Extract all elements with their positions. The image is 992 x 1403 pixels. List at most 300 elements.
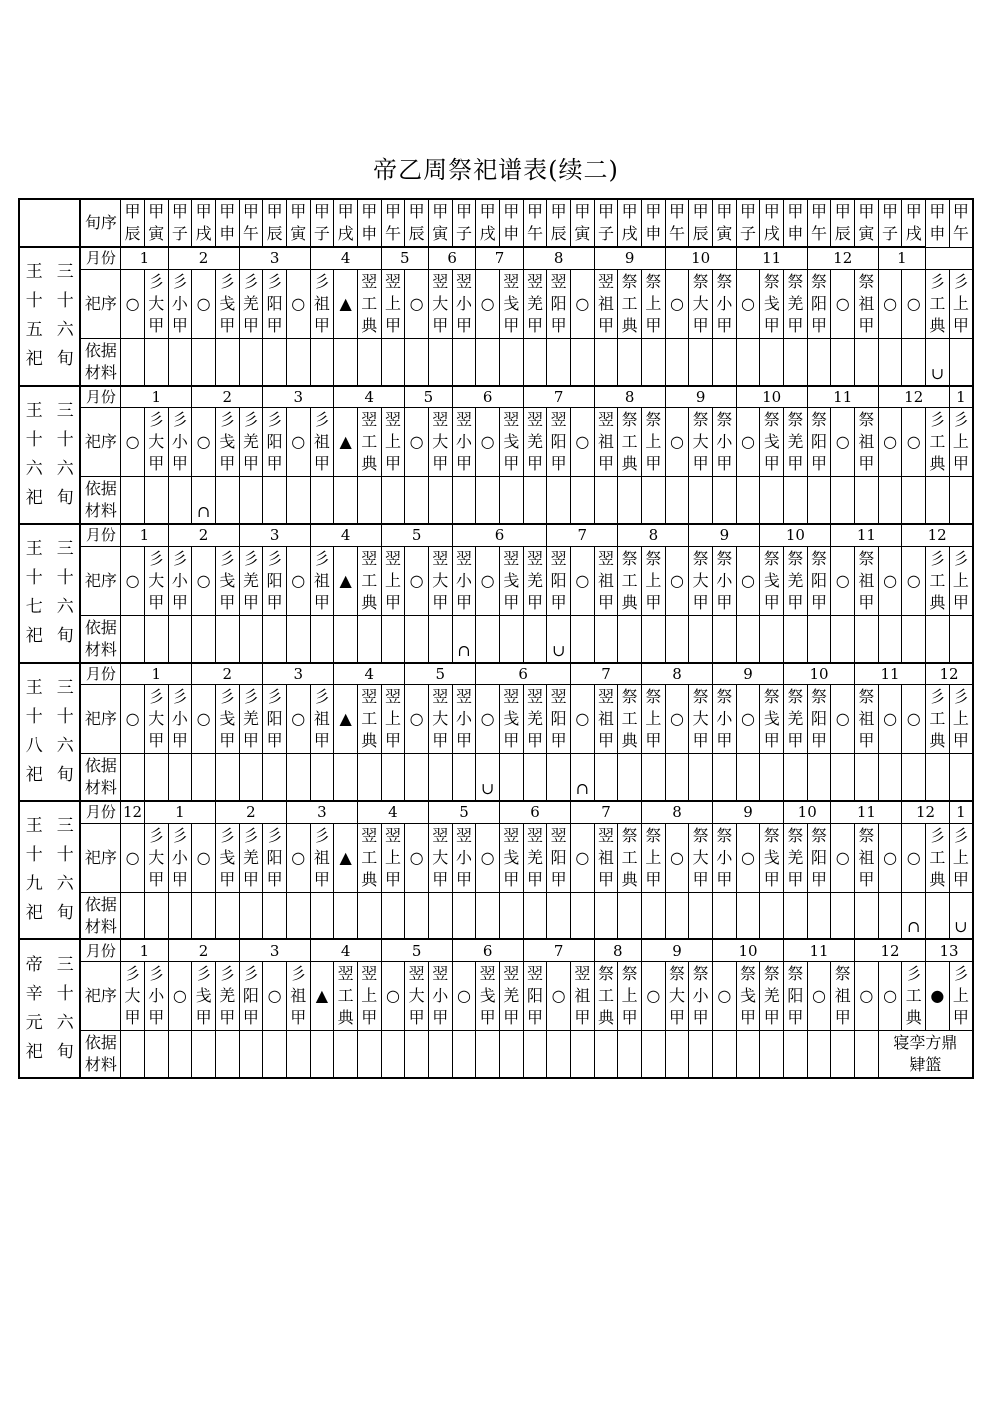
order-cell: 彡 戋 甲	[215, 685, 239, 754]
basis-cell	[310, 615, 334, 662]
order-cell: ○	[831, 823, 855, 892]
basis-cell	[949, 754, 973, 801]
month-cell: 10	[784, 801, 831, 823]
order-cell: 祭 祖 甲	[831, 961, 855, 1030]
order-cell: ○	[831, 269, 855, 338]
order-cell: ○	[381, 961, 405, 1030]
month-cell: 6	[452, 939, 523, 961]
basis-cell	[523, 754, 547, 801]
month-cell: 9	[713, 663, 784, 685]
xunxu-cell: 甲 午	[807, 199, 831, 247]
month-cell: 1	[949, 386, 973, 408]
order-cell: 祭 戋 甲	[760, 685, 784, 754]
month-cell: 6	[452, 524, 547, 546]
basis-cell	[902, 338, 926, 385]
basis-cell	[831, 338, 855, 385]
order-cell: ○	[121, 269, 145, 338]
order-cell: 翌 工 典	[357, 546, 381, 615]
xunxu-cell: 甲 戌	[902, 199, 926, 247]
basis-cell	[713, 892, 737, 939]
order-cell: 翌 工 典	[357, 685, 381, 754]
basis-cell	[452, 754, 476, 801]
basis-cell	[121, 754, 145, 801]
month-cell: 5	[381, 247, 428, 269]
basis-cell	[405, 477, 429, 524]
basis-cell	[263, 477, 287, 524]
order-cell: 祭 大 甲	[689, 823, 713, 892]
basis-cell	[736, 892, 760, 939]
king-char: 王	[25, 539, 43, 560]
order-cell: 祭 羌 甲	[784, 685, 808, 754]
king-char: 辛	[25, 983, 43, 1004]
order-cell: 翌 工 典	[357, 823, 381, 892]
basis-cell	[547, 892, 571, 939]
basis-cell	[476, 1031, 500, 1078]
order-cell: 祭 祖 甲	[855, 546, 879, 615]
basis-cell	[807, 1031, 831, 1078]
cycle-char: 六	[56, 1012, 74, 1033]
order-cell: ○	[570, 685, 594, 754]
basis-cell	[523, 892, 547, 939]
basis-cell	[192, 892, 216, 939]
basis-cell	[665, 1031, 689, 1078]
basis-cell	[736, 754, 760, 801]
basis-cell	[168, 477, 192, 524]
order-cell: ○	[476, 546, 500, 615]
king-year-label	[19, 663, 80, 801]
order-cell: 彡 祖 甲	[310, 685, 334, 754]
order-cell: ○	[192, 546, 216, 615]
order-cell: 彡 阳 甲	[263, 408, 287, 477]
month-cell: 10	[736, 386, 807, 408]
basis-cell	[642, 615, 666, 662]
xunxu-cell: 甲 申	[926, 199, 950, 247]
month-cell: 11	[784, 939, 855, 961]
order-cell: ○	[452, 961, 476, 1030]
basis-cell	[192, 338, 216, 385]
basis-cell	[736, 338, 760, 385]
basis-cell	[381, 892, 405, 939]
xunxu-cell: 甲 寅	[286, 199, 310, 247]
order-cell: 翌 工 典	[334, 961, 358, 1030]
basis-cell	[594, 1031, 618, 1078]
basis-cell	[405, 754, 429, 801]
order-cell: 翌 上 甲	[381, 685, 405, 754]
xunxu-cell: 甲 子	[594, 199, 618, 247]
xunxu-cell: 甲 辰	[263, 199, 287, 247]
order-cell: 祭 大 甲	[689, 408, 713, 477]
month-cell: 7	[523, 939, 594, 961]
basis-label: 依据 材料	[80, 754, 120, 801]
month-cell: 12	[902, 524, 973, 546]
month-label: 月份	[80, 801, 120, 823]
order-cell: ○	[476, 269, 500, 338]
order-cell: 彡 大 甲	[144, 546, 168, 615]
order-cell: 祭 阳 甲	[807, 685, 831, 754]
order-cell: ○	[878, 685, 902, 754]
order-cell: 翌 阳 甲	[523, 961, 547, 1030]
basis-cell	[736, 615, 760, 662]
order-cell: 翌 祖 甲	[594, 546, 618, 615]
basis-cell	[594, 338, 618, 385]
basis-cell	[713, 338, 737, 385]
month-cell: 5	[381, 524, 452, 546]
order-cell: ○	[121, 685, 145, 754]
order-cell: ▲	[334, 269, 358, 338]
order-cell: 翌 戋 甲	[499, 823, 523, 892]
cycle-char: 十	[56, 706, 74, 727]
cycle-char: 三	[56, 816, 74, 837]
month-cell: 3	[239, 524, 310, 546]
cycle-char: 旬	[56, 903, 74, 924]
basis-cell	[334, 892, 358, 939]
xunxu-cell: 甲 申	[357, 199, 381, 247]
basis-cell	[831, 477, 855, 524]
basis-cell	[239, 754, 263, 801]
month-cell: 1	[121, 663, 192, 685]
order-cell: 祭 上 甲	[618, 961, 642, 1030]
order-cell: 彡 羌 甲	[239, 408, 263, 477]
basis-cell	[523, 615, 547, 662]
month-cell: 11	[736, 247, 807, 269]
order-cell: 彡 小 甲	[168, 408, 192, 477]
order-cell: 翌 羌 甲	[523, 685, 547, 754]
month-cell: 1	[878, 247, 925, 269]
order-cell: 彡 戋 甲	[215, 546, 239, 615]
order-cell: 翌 祖 甲	[594, 823, 618, 892]
order-label: 祀序	[80, 823, 120, 892]
basis-cell	[263, 892, 287, 939]
order-cell: ○	[902, 546, 926, 615]
basis-cell	[144, 615, 168, 662]
order-cell: 翌 大 甲	[428, 823, 452, 892]
basis-label: 依据 材料	[80, 477, 120, 524]
king-year-label	[19, 801, 80, 939]
month-cell: 9	[713, 801, 784, 823]
month-label: 月份	[80, 386, 120, 408]
month-cell: 12	[121, 801, 145, 823]
basis-cell	[357, 338, 381, 385]
order-cell: 祭 羌 甲	[760, 961, 784, 1030]
order-cell: ○	[665, 269, 689, 338]
basis-cell	[310, 1031, 334, 1078]
king-char: 祀	[25, 487, 43, 508]
order-label: 祀序	[80, 685, 120, 754]
order-cell: ▲	[334, 823, 358, 892]
month-cell: 8	[618, 524, 689, 546]
month-cell: 4	[334, 386, 405, 408]
basis-cell	[334, 754, 358, 801]
order-cell: ○	[121, 408, 145, 477]
basis-cell	[239, 892, 263, 939]
order-cell: ▲	[334, 546, 358, 615]
order-cell: 翌 戋 甲	[476, 961, 500, 1030]
cycle-char: 六	[56, 597, 74, 618]
order-cell: ○	[405, 408, 429, 477]
basis-label: 依据 材料	[80, 615, 120, 662]
basis-cell	[689, 615, 713, 662]
order-cell: ○	[878, 546, 902, 615]
king-char: 十	[25, 706, 43, 727]
order-cell: 祭 阳 甲	[784, 961, 808, 1030]
basis-cell	[760, 338, 784, 385]
basis-cell	[689, 1031, 713, 1078]
basis-cell	[570, 615, 594, 662]
xunxu-cell: 甲 午	[665, 199, 689, 247]
order-cell: 祭 小 甲	[713, 408, 737, 477]
order-cell: 翌 戋 甲	[499, 685, 523, 754]
cycle-char: 三	[56, 677, 74, 698]
basis-cell	[831, 1031, 855, 1078]
month-cell: 3	[286, 801, 357, 823]
basis-cell	[878, 615, 902, 662]
order-cell: 彡 小 甲	[168, 685, 192, 754]
basis-cell	[499, 338, 523, 385]
month-cell: 1	[121, 386, 192, 408]
header-label: 旬序	[80, 199, 120, 247]
order-cell: 翌 羌 甲	[523, 408, 547, 477]
month-cell: 9	[594, 247, 665, 269]
basis-cell	[428, 892, 452, 939]
order-cell: 祭 祖 甲	[855, 685, 879, 754]
order-cell: 翌 阳 甲	[547, 546, 571, 615]
order-cell: ●	[926, 961, 950, 1030]
basis-cell	[665, 477, 689, 524]
order-cell: 祭 工 典	[618, 823, 642, 892]
month-cell: 1	[121, 939, 168, 961]
basis-cell	[926, 477, 950, 524]
order-cell: 翌 大 甲	[428, 269, 452, 338]
cycle-char: 六	[56, 458, 74, 479]
xunxu-cell: 甲 寅	[570, 199, 594, 247]
order-cell: 彡 上 甲	[949, 269, 973, 338]
order-cell: 翌 羌 甲	[523, 269, 547, 338]
basis-cell	[736, 1031, 760, 1078]
basis-label: 依据 材料	[80, 1031, 120, 1078]
basis-cell	[713, 477, 737, 524]
basis-cell	[831, 892, 855, 939]
basis-cell	[855, 892, 879, 939]
basis-cell	[523, 477, 547, 524]
order-cell: 祭 大 甲	[689, 546, 713, 615]
month-cell: 1	[121, 247, 168, 269]
order-cell: 彡 祖 甲	[310, 408, 334, 477]
king-char: 六	[25, 458, 43, 479]
basis-cell	[547, 1031, 571, 1078]
month-cell: 2	[168, 524, 239, 546]
order-cell: 翌 工 典	[357, 269, 381, 338]
basis-cell	[334, 338, 358, 385]
order-cell: 翌 大 甲	[428, 546, 452, 615]
order-cell: ○	[405, 823, 429, 892]
page-title: 帝乙周祭祀谱表(续二)	[373, 156, 619, 184]
basis-cell	[926, 615, 950, 662]
order-cell: 翌 阳 甲	[547, 823, 571, 892]
month-cell: 10	[760, 524, 831, 546]
order-cell: 彡 阳 甲	[263, 823, 287, 892]
order-cell: 祭 戋 甲	[760, 408, 784, 477]
basis-cell	[665, 338, 689, 385]
order-cell: ○	[547, 961, 571, 1030]
order-cell: 祭 戋 甲	[760, 823, 784, 892]
order-cell: 彡 工 典	[902, 961, 926, 1030]
month-cell: 12	[926, 663, 973, 685]
month-cell: 6	[428, 247, 475, 269]
order-cell: ○	[192, 269, 216, 338]
order-cell: ○	[902, 269, 926, 338]
xunxu-cell: 甲 申	[499, 199, 523, 247]
basis-cell	[855, 477, 879, 524]
month-cell: 10	[713, 939, 784, 961]
xunxu-cell: 甲 申	[642, 199, 666, 247]
xunxu-cell: 甲 戌	[334, 199, 358, 247]
order-cell: 祭 大 甲	[689, 269, 713, 338]
xunxu-cell: 甲 寅	[428, 199, 452, 247]
month-cell: 3	[239, 247, 310, 269]
basis-note: 寝孪方鼎 肄篮	[878, 1031, 973, 1078]
basis-cell	[665, 754, 689, 801]
order-cell: 祭 羌 甲	[784, 546, 808, 615]
order-cell: ○	[121, 546, 145, 615]
basis-cell	[784, 1031, 808, 1078]
basis-cell	[949, 477, 973, 524]
basis-cell	[168, 754, 192, 801]
month-cell: 9	[689, 524, 760, 546]
basis-cell	[760, 1031, 784, 1078]
order-cell: 翌 阳 甲	[547, 685, 571, 754]
xunxu-cell: 甲 辰	[831, 199, 855, 247]
xunxu-cell: 甲 午	[523, 199, 547, 247]
order-cell: ○	[570, 408, 594, 477]
basis-cell	[736, 477, 760, 524]
order-cell: 翌 祖 甲	[594, 685, 618, 754]
basis-cell	[523, 1031, 547, 1078]
basis-cell	[760, 615, 784, 662]
order-cell: ▲	[334, 685, 358, 754]
month-cell: 12	[855, 939, 926, 961]
order-cell: 翌 上 甲	[381, 269, 405, 338]
basis-cell	[665, 892, 689, 939]
basis-cell	[144, 892, 168, 939]
order-cell: 翌 小 甲	[452, 408, 476, 477]
month-cell: 10	[784, 663, 855, 685]
basis-cell	[878, 338, 902, 385]
basis-cell	[357, 754, 381, 801]
month-cell: 2	[168, 939, 239, 961]
order-cell: 祭 工 典	[618, 269, 642, 338]
basis-cell	[168, 892, 192, 939]
order-cell: ○	[121, 823, 145, 892]
basis-cell	[428, 477, 452, 524]
order-cell: 翌 小 甲	[428, 961, 452, 1030]
xunxu-cell: 甲 子	[168, 199, 192, 247]
order-cell: 祭 工 典	[618, 685, 642, 754]
basis-cell	[310, 338, 334, 385]
order-cell: 彡 大 甲	[121, 961, 145, 1030]
basis-cell	[310, 754, 334, 801]
order-cell: 祭 祖 甲	[855, 269, 879, 338]
order-cell: 彡 工 典	[926, 546, 950, 615]
cycle-char: 旬	[56, 349, 74, 370]
order-cell: ○	[665, 685, 689, 754]
order-cell: 彡 羌 甲	[239, 546, 263, 615]
month-cell: 3	[263, 663, 334, 685]
month-cell: 11	[831, 801, 902, 823]
cycle-char: 十	[56, 291, 74, 312]
xunxu-cell: 甲 子	[736, 199, 760, 247]
order-cell: 祭 大 甲	[665, 961, 689, 1030]
order-cell: 祭 工 典	[618, 546, 642, 615]
king-char: 七	[25, 597, 43, 618]
order-cell: ○	[476, 823, 500, 892]
basis-cell	[618, 477, 642, 524]
basis-cell: ∪	[476, 754, 500, 801]
order-cell: ○	[192, 823, 216, 892]
order-cell: 祭 羌 甲	[784, 408, 808, 477]
basis-cell	[357, 615, 381, 662]
basis-cell	[121, 477, 145, 524]
basis-cell	[168, 338, 192, 385]
order-cell: ○	[665, 546, 689, 615]
basis-cell	[452, 892, 476, 939]
order-cell: 翌 戋 甲	[499, 546, 523, 615]
order-cell: 翌 小 甲	[452, 546, 476, 615]
basis-cell	[263, 338, 287, 385]
order-cell: 彡 羌 甲	[239, 685, 263, 754]
order-cell: ○	[878, 408, 902, 477]
basis-cell	[499, 892, 523, 939]
order-cell: 祭 阳 甲	[807, 408, 831, 477]
order-cell: 彡 小 甲	[168, 823, 192, 892]
order-cell: 彡 戋 甲	[215, 408, 239, 477]
order-cell: 彡 祖 甲	[310, 546, 334, 615]
king-char: 祀	[25, 903, 43, 924]
basis-cell	[570, 892, 594, 939]
order-cell: 彡 戋 甲	[215, 269, 239, 338]
basis-cell	[689, 754, 713, 801]
xunxu-cell: 甲 子	[878, 199, 902, 247]
order-cell: 彡 祖 甲	[286, 961, 310, 1030]
order-cell: 翌 小 甲	[452, 685, 476, 754]
order-cell: 彡 上 甲	[949, 823, 973, 892]
basis-cell	[452, 1031, 476, 1078]
order-cell: ○	[405, 685, 429, 754]
basis-cell: ∩	[192, 477, 216, 524]
basis-cell	[784, 892, 808, 939]
order-cell: 翌 小 甲	[452, 269, 476, 338]
basis-cell	[428, 338, 452, 385]
order-cell: ○	[878, 823, 902, 892]
month-cell: 5	[381, 939, 452, 961]
cycle-char: 旬	[56, 764, 74, 785]
basis-cell: ∩	[452, 615, 476, 662]
basis-cell	[192, 754, 216, 801]
basis-cell	[286, 477, 310, 524]
xunxu-cell: 甲 辰	[121, 199, 145, 247]
order-cell: 翌 小 甲	[452, 823, 476, 892]
basis-cell	[121, 338, 145, 385]
month-label: 月份	[80, 939, 120, 961]
order-cell: 翌 戋 甲	[499, 408, 523, 477]
order-cell: 祭 小 甲	[689, 961, 713, 1030]
order-cell: 祭 工 典	[594, 961, 618, 1030]
order-cell: ○	[902, 685, 926, 754]
king-char: 十	[25, 429, 43, 450]
basis-cell	[523, 338, 547, 385]
order-label: 祀序	[80, 269, 120, 338]
cycle-char: 十	[56, 568, 74, 589]
basis-cell	[878, 892, 902, 939]
